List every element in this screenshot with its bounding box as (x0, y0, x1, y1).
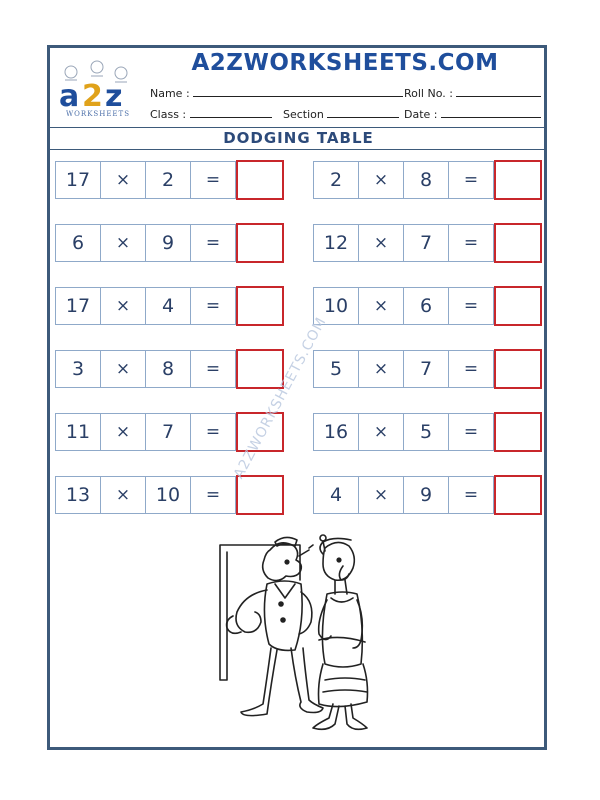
problem-row (313, 161, 542, 201)
equals-sign: = (190, 476, 236, 514)
site-title: A2ZWORKSHEETS.COM (191, 50, 499, 76)
times-sign: × (100, 287, 146, 325)
multiplicand: 13 (55, 476, 101, 514)
problem-row (55, 287, 284, 327)
logo-subtitle: WORKSHEETS (65, 110, 131, 118)
class-label: Class : (150, 108, 187, 121)
multiplier: 10 (145, 476, 191, 514)
cartoon-illustration-icon (215, 520, 385, 735)
multiplicand: 12 (313, 224, 359, 262)
svg-text:2: 2 (82, 79, 103, 114)
multiplicand: 4 (313, 476, 359, 514)
equals-sign: = (448, 224, 494, 262)
equals-sign: = (190, 161, 236, 199)
problem-row (313, 413, 542, 453)
multiplier: 5 (403, 413, 449, 451)
equals-sign: = (448, 161, 494, 199)
multiplier: 9 (403, 476, 449, 514)
svg-text:z: z (105, 79, 123, 114)
multiplicand: 6 (55, 224, 101, 262)
answer-box[interactable] (236, 349, 284, 389)
answer-box[interactable] (494, 412, 542, 452)
multiplier: 9 (145, 224, 191, 262)
times-sign: × (358, 476, 404, 514)
answer-box[interactable] (236, 223, 284, 263)
times-sign: × (100, 413, 146, 451)
multiplicand: 3 (55, 350, 101, 388)
problem-row (55, 350, 284, 390)
multiplicand: 16 (313, 413, 359, 451)
times-sign: × (358, 350, 404, 388)
watermark: A2ZWORKSHEETS.COM (230, 314, 330, 482)
title-divider (50, 149, 547, 150)
times-sign: × (100, 350, 146, 388)
multiplicand: 10 (313, 287, 359, 325)
times-sign: × (358, 287, 404, 325)
equals-sign: = (190, 224, 236, 262)
problem-row (313, 224, 542, 264)
multiplicand: 2 (313, 161, 359, 199)
times-sign: × (100, 224, 146, 262)
problem-row (55, 476, 284, 516)
svg-text:a: a (59, 79, 80, 114)
date-field[interactable] (404, 107, 541, 121)
equals-sign: = (190, 350, 236, 388)
equals-sign: = (190, 287, 236, 325)
equals-sign: = (448, 476, 494, 514)
multiplier: 2 (145, 161, 191, 199)
multiplier: 6 (403, 287, 449, 325)
answer-box[interactable] (236, 160, 284, 200)
answer-box[interactable] (494, 223, 542, 263)
problem-row (55, 161, 284, 201)
answer-box[interactable] (494, 160, 542, 200)
multiplier: 8 (403, 161, 449, 199)
roll-label: Roll No. : (404, 87, 453, 100)
answer-box[interactable] (494, 286, 542, 326)
multiplier: 7 (403, 350, 449, 388)
header-divider (50, 127, 547, 128)
equals-sign: = (190, 413, 236, 451)
multiplicand: 11 (55, 413, 101, 451)
multiplicand: 5 (313, 350, 359, 388)
answer-box[interactable] (494, 349, 542, 389)
times-sign: × (100, 161, 146, 199)
worksheet-title: DODGING TABLE (223, 129, 374, 147)
section-field[interactable] (283, 107, 399, 121)
class-field[interactable] (150, 107, 272, 121)
multiplicand: 17 (55, 287, 101, 325)
answer-box[interactable] (236, 286, 284, 326)
times-sign: × (100, 476, 146, 514)
multiplier: 7 (145, 413, 191, 451)
multiplicand: 17 (55, 161, 101, 199)
equals-sign: = (448, 287, 494, 325)
problem-row (313, 350, 542, 390)
name-label: Name : (150, 87, 190, 100)
problem-row (313, 287, 542, 327)
multiplier: 4 (145, 287, 191, 325)
equals-sign: = (448, 413, 494, 451)
section-label: Section (283, 108, 324, 121)
date-label: Date : (404, 108, 438, 121)
problem-row (313, 476, 542, 516)
times-sign: × (358, 161, 404, 199)
multiplier: 7 (403, 224, 449, 262)
equals-sign: = (448, 350, 494, 388)
times-sign: × (358, 224, 404, 262)
times-sign: × (358, 413, 404, 451)
multiplier: 8 (145, 350, 191, 388)
name-field[interactable] (150, 86, 403, 100)
answer-box[interactable] (494, 475, 542, 515)
roll-field[interactable] (404, 86, 541, 100)
problem-row (55, 224, 284, 264)
